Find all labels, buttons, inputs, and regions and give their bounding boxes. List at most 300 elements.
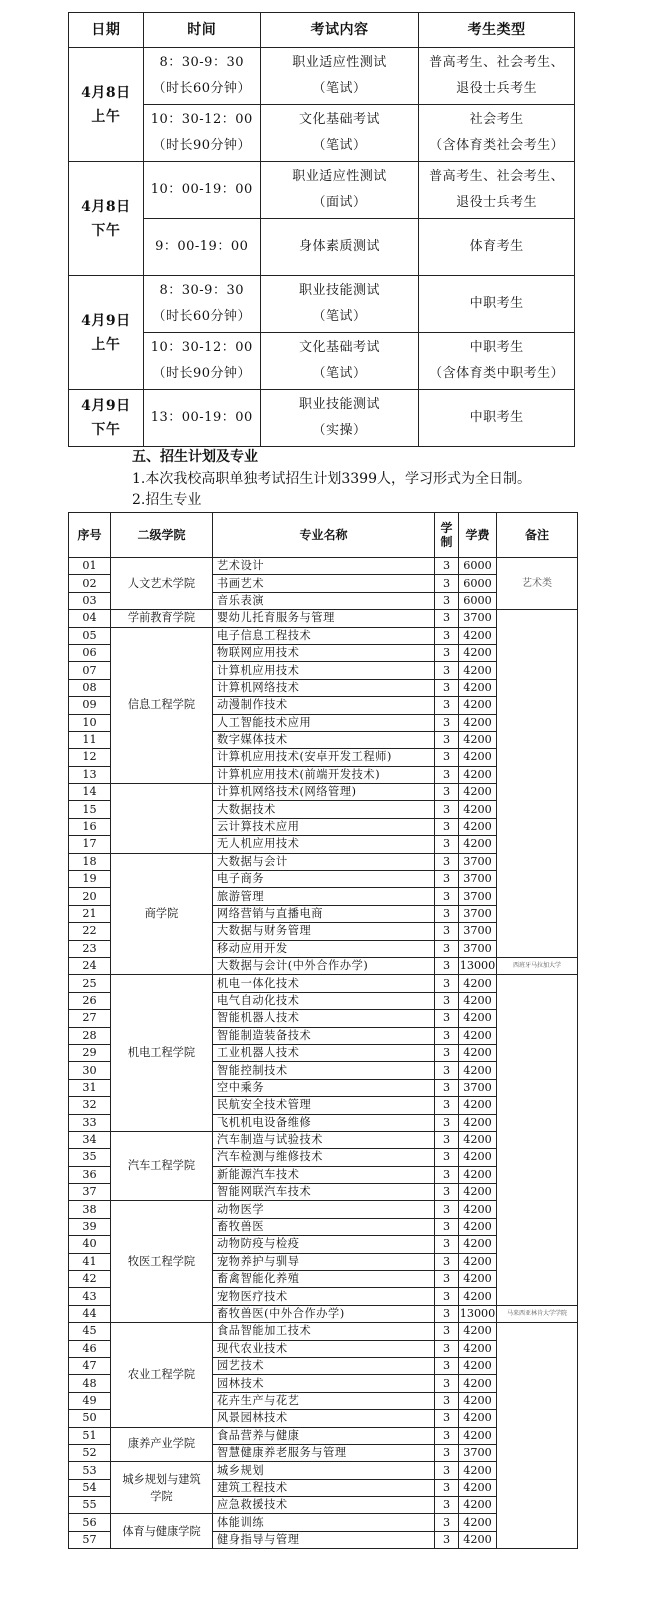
study-years: 3 — [435, 1149, 459, 1166]
exam-content-line2: （笔试） — [312, 81, 367, 96]
major-name: 婴幼儿托育服务与管理 — [213, 610, 435, 627]
study-years: 3 — [435, 1218, 459, 1235]
major-name: 新能源汽车技术 — [213, 1166, 435, 1183]
schedule-row — [69, 276, 575, 333]
study-years: 3 — [435, 1497, 459, 1514]
schedule-row — [69, 105, 575, 162]
row-number: 47 — [69, 1357, 111, 1374]
study-years: 3 — [435, 1531, 459, 1548]
time-line1: 8：30-9：30 — [159, 55, 244, 70]
tuition-fee: 6000 — [459, 558, 497, 575]
tuition-fee: 3700 — [459, 923, 497, 940]
schedule-exam-content-cell — [260, 162, 419, 219]
majors-header-years: 学制 — [435, 513, 459, 558]
tuition-fee: 4200 — [459, 1097, 497, 1114]
date-label: 4月9日 — [81, 312, 131, 329]
study-years: 3 — [435, 1288, 459, 1305]
row-number: 18 — [69, 853, 111, 870]
exam-content-line2: （笔试） — [312, 309, 367, 324]
row-number: 44 — [69, 1305, 111, 1322]
candidate-type-line1: 普高考生、社会考生、 — [429, 55, 565, 70]
schedule-date-cell — [69, 162, 144, 276]
major-name: 畜禽智能化养殖 — [213, 1271, 435, 1288]
majors-header-fee: 学费 — [459, 513, 497, 558]
candidate-type-line1: 体育考生 — [469, 239, 524, 254]
tuition-fee: 4200 — [459, 1323, 497, 1340]
row-number: 33 — [69, 1114, 111, 1131]
row-number: 42 — [69, 1271, 111, 1288]
study-years: 3 — [435, 940, 459, 957]
tuition-fee: 4200 — [459, 1392, 497, 1409]
schedule-header-cell: 时间 — [143, 13, 260, 48]
remark-cell: 马来西亚林肯大学学院 — [497, 1305, 578, 1322]
row-number: 54 — [69, 1479, 111, 1496]
major-name: 艺术设计 — [213, 558, 435, 575]
row-number: 45 — [69, 1323, 111, 1340]
study-years: 3 — [435, 1340, 459, 1357]
row-number: 37 — [69, 1184, 111, 1201]
study-years: 3 — [435, 1184, 459, 1201]
majors-table — [68, 512, 578, 1549]
schedule-time-cell — [143, 219, 260, 276]
row-number: 27 — [69, 1010, 111, 1027]
exam-content-line1: 职业适应性测试 — [292, 55, 387, 70]
enrollment-plan-text: 1.本次我校高职单独考试招生计划3399人，学习形式为全日制。 — [132, 471, 531, 487]
tuition-fee: 4200 — [459, 1497, 497, 1514]
study-years: 3 — [435, 801, 459, 818]
study-years: 3 — [435, 731, 459, 748]
row-number: 49 — [69, 1392, 111, 1409]
row-number: 29 — [69, 1044, 111, 1061]
row-number: 02 — [69, 575, 111, 592]
row-number: 21 — [69, 905, 111, 922]
major-name: 音乐表演 — [213, 592, 435, 609]
major-name: 风景园林技术 — [213, 1410, 435, 1427]
major-name: 大数据与会计(中外合作办学) — [213, 957, 435, 974]
major-name: 园林技术 — [213, 1375, 435, 1392]
major-name: 汽车制造与试验技术 — [213, 1131, 435, 1148]
tuition-fee: 3700 — [459, 853, 497, 870]
major-name: 大数据技术 — [213, 801, 435, 818]
tuition-fee: 3700 — [459, 888, 497, 905]
schedule-candidate-type-cell — [419, 162, 575, 219]
major-name: 空中乘务 — [213, 1079, 435, 1096]
time-line1: 9：00-19：00 — [155, 239, 249, 254]
tuition-fee: 3700 — [459, 940, 497, 957]
tuition-fee: 4200 — [459, 1479, 497, 1496]
row-number: 32 — [69, 1097, 111, 1114]
schedule-exam-content-cell — [260, 276, 419, 333]
row-number: 22 — [69, 923, 111, 940]
row-number: 04 — [69, 610, 111, 627]
candidate-type-line2: 退役士兵考生 — [456, 81, 538, 96]
row-number: 17 — [69, 836, 111, 853]
candidate-type-line2: （含体育类中职考生） — [429, 366, 565, 381]
row-number: 53 — [69, 1462, 111, 1479]
majors-header-major: 专业名称 — [213, 513, 435, 558]
tuition-fee: 4200 — [459, 784, 497, 801]
college-cell: 学前教育学院 — [111, 610, 213, 627]
study-years: 3 — [435, 714, 459, 731]
schedule-exam-content-cell — [260, 105, 419, 162]
candidate-type-line2: 退役士兵考生 — [456, 195, 538, 210]
major-name: 云计算技术应用 — [213, 818, 435, 835]
majors-header-college: 二级学院 — [111, 513, 213, 558]
major-name: 计算机网络技术(网络管理) — [213, 784, 435, 801]
study-years: 3 — [435, 662, 459, 679]
study-years: 3 — [435, 766, 459, 783]
schedule-time-cell — [143, 276, 260, 333]
date-label: 4月8日 — [81, 198, 131, 215]
tuition-fee: 13000 — [459, 957, 497, 974]
exam-schedule-table — [68, 12, 575, 447]
time-line2: （时长90分钟） — [152, 366, 251, 381]
major-name: 计算机应用技术(前端开发技术) — [213, 766, 435, 783]
study-years: 3 — [435, 853, 459, 870]
major-name: 数字媒体技术 — [213, 731, 435, 748]
major-name: 动物医学 — [213, 1201, 435, 1218]
study-years: 3 — [435, 627, 459, 644]
exam-content-line1: 职业适应性测试 — [292, 169, 387, 184]
study-years: 3 — [435, 749, 459, 766]
majors-subtitle: 2.招生专业 — [132, 492, 202, 508]
major-name: 智能网联汽车技术 — [213, 1184, 435, 1201]
college-cell: 商学院 — [111, 853, 213, 975]
row-number: 41 — [69, 1253, 111, 1270]
table-row — [69, 610, 578, 627]
schedule-row — [69, 390, 575, 447]
time-line1: 10：30-12：00 — [150, 112, 253, 127]
row-number: 11 — [69, 731, 111, 748]
tuition-fee: 4200 — [459, 801, 497, 818]
major-name: 民航安全技术管理 — [213, 1097, 435, 1114]
exam-content-line2: （笔试） — [312, 138, 367, 153]
table-row — [69, 558, 578, 575]
tuition-fee: 4200 — [459, 1427, 497, 1444]
study-years: 3 — [435, 1357, 459, 1374]
schedule-candidate-type-cell — [419, 390, 575, 447]
major-name: 体能训练 — [213, 1514, 435, 1531]
row-number: 14 — [69, 784, 111, 801]
tuition-fee: 3700 — [459, 871, 497, 888]
schedule-row — [69, 219, 575, 276]
tuition-fee: 4200 — [459, 644, 497, 661]
row-number: 39 — [69, 1218, 111, 1235]
major-name: 无人机应用技术 — [213, 836, 435, 853]
remark-cell: 西班牙马拉加大学 — [497, 957, 578, 974]
study-years: 3 — [435, 679, 459, 696]
tuition-fee: 4200 — [459, 1044, 497, 1061]
schedule-date-cell — [69, 276, 144, 390]
major-name: 计算机网络技术 — [213, 679, 435, 696]
table-row — [69, 975, 578, 992]
exam-content-line2: （实操） — [312, 423, 367, 438]
tuition-fee: 4200 — [459, 1010, 497, 1027]
major-name: 电气自动化技术 — [213, 992, 435, 1009]
time-line2: （时长90分钟） — [152, 138, 251, 153]
majors-header-row — [69, 513, 578, 558]
study-years: 3 — [435, 1166, 459, 1183]
major-name: 网络营销与直播电商 — [213, 905, 435, 922]
study-years: 3 — [435, 1479, 459, 1496]
time-line2: （时长60分钟） — [152, 81, 251, 96]
major-name: 动物防疫与检疫 — [213, 1236, 435, 1253]
time-line1: 10：00-19：00 — [150, 182, 253, 197]
exam-content-line2: （笔试） — [312, 366, 367, 381]
college-cell: 牧医工程学院 — [111, 1201, 213, 1323]
major-name: 电子信息工程技术 — [213, 627, 435, 644]
tuition-fee: 4200 — [459, 1410, 497, 1427]
tuition-fee: 4200 — [459, 975, 497, 992]
tuition-fee: 13000 — [459, 1305, 497, 1322]
college-cell: 信息工程学院 — [111, 627, 213, 784]
major-name: 花卉生产与花艺 — [213, 1392, 435, 1409]
study-years: 3 — [435, 1236, 459, 1253]
row-number: 10 — [69, 714, 111, 731]
tuition-fee: 4200 — [459, 1357, 497, 1374]
study-years: 3 — [435, 1444, 459, 1461]
major-name: 应急救援技术 — [213, 1497, 435, 1514]
tuition-fee: 4200 — [459, 1062, 497, 1079]
row-number: 26 — [69, 992, 111, 1009]
schedule-header-cell: 考试内容 — [260, 13, 419, 48]
row-number: 25 — [69, 975, 111, 992]
tuition-fee: 4200 — [459, 836, 497, 853]
tuition-fee: 4200 — [459, 627, 497, 644]
exam-content-line1: 职业技能测试 — [298, 397, 380, 412]
time-line1: 13：00-19：00 — [150, 410, 253, 425]
study-years: 3 — [435, 1131, 459, 1148]
period-label: 上午 — [91, 108, 121, 125]
candidate-type-line1: 中职考生 — [469, 296, 524, 311]
tuition-fee: 4200 — [459, 749, 497, 766]
study-years: 3 — [435, 1027, 459, 1044]
study-years: 3 — [435, 1514, 459, 1531]
exam-content-line1: 文化基础考试 — [298, 112, 380, 127]
candidate-type-line2: （含体育类社会考生） — [429, 138, 565, 153]
major-name: 电子商务 — [213, 871, 435, 888]
candidate-type-line1: 普高考生、社会考生、 — [429, 169, 565, 184]
college-cell: 城乡规划与建筑学院 — [111, 1462, 213, 1514]
study-years: 3 — [435, 975, 459, 992]
tuition-fee: 4200 — [459, 1531, 497, 1548]
study-years: 3 — [435, 957, 459, 974]
study-years: 3 — [435, 1114, 459, 1131]
period-label: 下午 — [91, 222, 121, 239]
tuition-fee: 4200 — [459, 1201, 497, 1218]
row-number: 20 — [69, 888, 111, 905]
schedule-time-cell — [143, 162, 260, 219]
exam-content-line1: 职业技能测试 — [298, 283, 380, 298]
tuition-fee: 4200 — [459, 1131, 497, 1148]
college-cell: 康养产业学院 — [111, 1427, 213, 1462]
college-cell — [111, 784, 213, 854]
schedule-row — [69, 162, 575, 219]
study-years: 3 — [435, 558, 459, 575]
schedule-exam-content-cell — [260, 390, 419, 447]
tuition-fee: 3700 — [459, 905, 497, 922]
major-name: 食品智能加工技术 — [213, 1323, 435, 1340]
major-name: 书画艺术 — [213, 575, 435, 592]
major-name: 大数据与会计 — [213, 853, 435, 870]
tuition-fee: 4200 — [459, 1271, 497, 1288]
study-years: 3 — [435, 923, 459, 940]
study-years: 3 — [435, 1253, 459, 1270]
study-years: 3 — [435, 575, 459, 592]
major-name: 建筑工程技术 — [213, 1479, 435, 1496]
college-cell: 人文艺术学院 — [111, 558, 213, 610]
row-number: 36 — [69, 1166, 111, 1183]
period-label: 上午 — [91, 336, 121, 353]
study-years: 3 — [435, 1062, 459, 1079]
majors-header-note: 备注 — [497, 513, 578, 558]
tuition-fee: 4200 — [459, 1149, 497, 1166]
exam-content-line1: 身体素质测试 — [298, 239, 380, 254]
row-number: 07 — [69, 662, 111, 679]
tuition-fee: 4200 — [459, 1114, 497, 1131]
major-name: 智能控制技术 — [213, 1062, 435, 1079]
schedule-date-cell — [69, 390, 144, 447]
row-number: 30 — [69, 1062, 111, 1079]
study-years: 3 — [435, 644, 459, 661]
major-name: 机电一体化技术 — [213, 975, 435, 992]
study-years: 3 — [435, 888, 459, 905]
schedule-exam-content-cell — [260, 333, 419, 390]
row-number: 55 — [69, 1497, 111, 1514]
tuition-fee: 4200 — [459, 1166, 497, 1183]
row-number: 06 — [69, 644, 111, 661]
tuition-fee: 4200 — [459, 1340, 497, 1357]
major-name: 人工智能技术应用 — [213, 714, 435, 731]
schedule-time-cell — [143, 48, 260, 105]
major-name: 智能制造装备技术 — [213, 1027, 435, 1044]
time-line2: （时长60分钟） — [152, 309, 251, 324]
schedule-time-cell — [143, 333, 260, 390]
schedule-row — [69, 48, 575, 105]
tuition-fee: 4200 — [459, 1514, 497, 1531]
tuition-fee: 4200 — [459, 818, 497, 835]
major-name: 汽车检测与维修技术 — [213, 1149, 435, 1166]
schedule-header-row — [69, 13, 575, 48]
row-number: 09 — [69, 697, 111, 714]
college-cell: 机电工程学院 — [111, 975, 213, 1132]
tuition-fee: 3700 — [459, 610, 497, 627]
study-years: 3 — [435, 905, 459, 922]
date-label: 4月8日 — [81, 84, 131, 101]
tuition-fee: 6000 — [459, 575, 497, 592]
row-number: 34 — [69, 1131, 111, 1148]
schedule-candidate-type-cell — [419, 333, 575, 390]
major-name: 城乡规划 — [213, 1462, 435, 1479]
major-name: 畜牧兽医(中外合作办学) — [213, 1305, 435, 1322]
study-years: 3 — [435, 784, 459, 801]
row-number: 43 — [69, 1288, 111, 1305]
tuition-fee: 4200 — [459, 1236, 497, 1253]
major-name: 健身指导与管理 — [213, 1531, 435, 1548]
study-years: 3 — [435, 836, 459, 853]
majors-header-no: 序号 — [69, 513, 111, 558]
row-number: 50 — [69, 1410, 111, 1427]
section-title: 五、招生计划及专业 — [132, 449, 258, 465]
study-years: 3 — [435, 1271, 459, 1288]
schedule-exam-content-cell — [260, 48, 419, 105]
schedule-header-cell: 考生类型 — [419, 13, 575, 48]
major-name: 畜牧兽医 — [213, 1218, 435, 1235]
major-name: 物联网应用技术 — [213, 644, 435, 661]
study-years: 3 — [435, 1201, 459, 1218]
major-name: 大数据与财务管理 — [213, 923, 435, 940]
tuition-fee: 4200 — [459, 992, 497, 1009]
row-number: 40 — [69, 1236, 111, 1253]
row-number: 19 — [69, 871, 111, 888]
study-years: 3 — [435, 871, 459, 888]
tuition-fee: 4200 — [459, 714, 497, 731]
row-number: 57 — [69, 1531, 111, 1548]
study-years: 3 — [435, 1410, 459, 1427]
tuition-fee: 4200 — [459, 1462, 497, 1479]
row-number: 31 — [69, 1079, 111, 1096]
time-line1: 8：30-9：30 — [159, 283, 244, 298]
schedule-header-cell: 日期 — [69, 13, 144, 48]
tuition-fee: 4200 — [459, 662, 497, 679]
tuition-fee: 3700 — [459, 1444, 497, 1461]
period-label: 下午 — [91, 422, 121, 438]
row-number: 24 — [69, 957, 111, 974]
study-years: 3 — [435, 697, 459, 714]
major-name: 园艺技术 — [213, 1357, 435, 1374]
major-name: 工业机器人技术 — [213, 1044, 435, 1061]
row-number: 12 — [69, 749, 111, 766]
tuition-fee: 4200 — [459, 1027, 497, 1044]
tuition-fee: 4200 — [459, 1288, 497, 1305]
study-years: 3 — [435, 610, 459, 627]
major-name: 动漫制作技术 — [213, 697, 435, 714]
schedule-candidate-type-cell — [419, 219, 575, 276]
row-number: 35 — [69, 1149, 111, 1166]
exam-content-line2: （面试） — [312, 195, 367, 210]
row-number: 05 — [69, 627, 111, 644]
college-cell: 农业工程学院 — [111, 1323, 213, 1427]
schedule-candidate-type-cell — [419, 48, 575, 105]
row-number: 08 — [69, 679, 111, 696]
major-name: 智慧健康养老服务与管理 — [213, 1444, 435, 1461]
study-years: 3 — [435, 818, 459, 835]
tuition-fee: 4200 — [459, 1253, 497, 1270]
major-name: 飞机机电设备维修 — [213, 1114, 435, 1131]
tuition-fee: 4200 — [459, 697, 497, 714]
schedule-candidate-type-cell — [419, 105, 575, 162]
tuition-fee: 3700 — [459, 1079, 497, 1096]
row-number: 03 — [69, 592, 111, 609]
college-cell: 体育与健康学院 — [111, 1514, 213, 1549]
study-years: 3 — [435, 1097, 459, 1114]
major-name: 宠物医疗技术 — [213, 1288, 435, 1305]
study-years: 3 — [435, 1079, 459, 1096]
remark-cell — [497, 975, 578, 1305]
tuition-fee: 4200 — [459, 731, 497, 748]
date-label: 4月9日 — [81, 398, 131, 414]
tuition-fee: 4200 — [459, 679, 497, 696]
remark-cell — [497, 610, 578, 958]
college-cell: 汽车工程学院 — [111, 1131, 213, 1201]
row-number: 46 — [69, 1340, 111, 1357]
remark-cell — [497, 1323, 578, 1549]
row-number: 51 — [69, 1427, 111, 1444]
major-name: 智能机器人技术 — [213, 1010, 435, 1027]
major-name: 计算机应用技术 — [213, 662, 435, 679]
study-years: 3 — [435, 1323, 459, 1340]
candidate-type-line1: 社会考生 — [469, 112, 524, 127]
